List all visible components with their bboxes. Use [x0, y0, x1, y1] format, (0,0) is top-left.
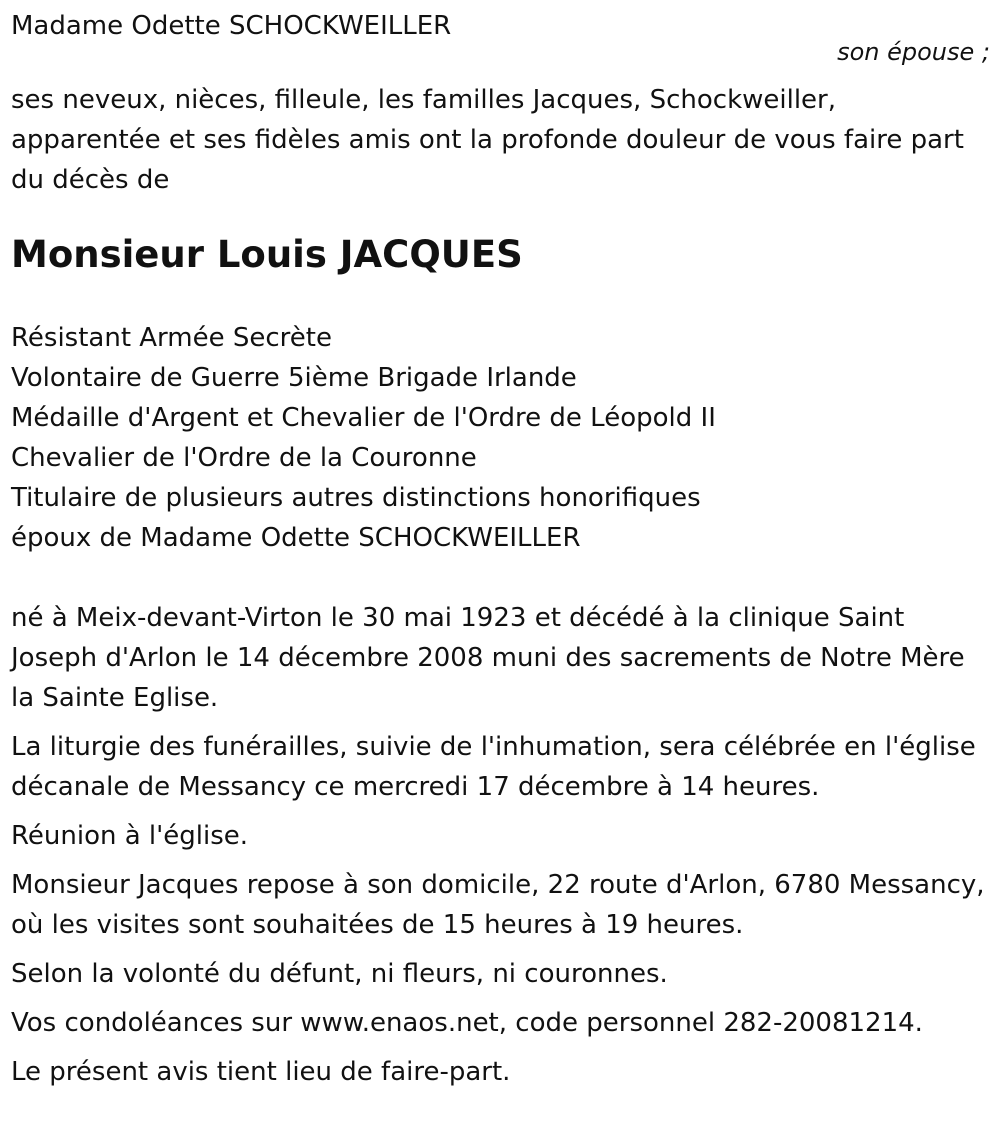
visitation-paragraph: Monsieur Jacques repose à son domicile, 22 route d'Arlon, 6780 Messancy, où les visites sont souhaitées de 15 heures à 19 heures. — [11, 870, 985, 940]
notice-paragraph: Le présent avis tient lieu de faire-part. — [11, 1057, 511, 1087]
funeral-paragraph: La liturgie des funérailles, suivie de l'inhumation, sera célébrée en l'église décanale de Messancy ce mercredi 17 décembre à 14 heures. — [11, 732, 976, 802]
announcement-paragraph: ses neveux, nièces, filleule, les familles Jacques, Schockweiller, apparentée et ses fidèles amis ont la profonde douleur de vous faire part du décès de — [11, 85, 964, 195]
condolences-paragraph: Vos condoléances sur www.enaos.net, code personnel 282-20081214. — [11, 1008, 923, 1038]
title-line: Titulaire de plusieurs autres distinctions honorifiques — [11, 483, 701, 513]
title-line: Chevalier de l'Ordre de la Couronne — [11, 443, 477, 473]
title-line: Médaille d'Argent et Chevalier de l'Ordre de Léopold II — [11, 403, 716, 433]
title-line: Résistant Armée Secrète — [11, 323, 332, 353]
wishes-paragraph: Selon la volonté du défunt, ni fleurs, ni couronnes. — [11, 959, 668, 989]
meeting-paragraph: Réunion à l'église. — [11, 821, 249, 851]
spouse-role: son épouse ; — [837, 38, 990, 66]
birth-death-paragraph: né à Meix-devant-Virton le 30 mai 1923 et décédé à la clinique Saint Joseph d'Arlon le 14 décembre 2008 muni des sacrements de Notre Mère la Sainte Eglise. — [11, 603, 965, 713]
title-line: époux de Madame Odette SCHOCKWEILLER — [11, 523, 581, 553]
honorific-titles — [11, 318, 990, 558]
deceased-name: Monsieur Louis JACQUES — [11, 233, 523, 276]
title-line: Volontaire de Guerre 5ième Brigade Irlande — [11, 363, 577, 393]
spouse-name: Madame Odette SCHOCKWEILLER — [11, 11, 452, 41]
